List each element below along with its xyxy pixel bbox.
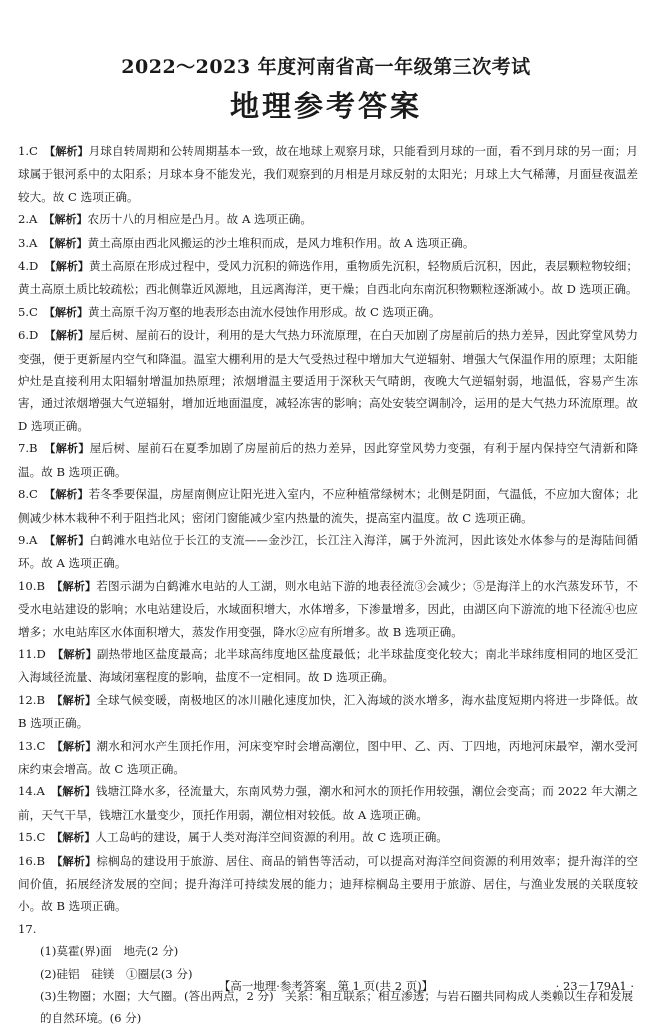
answer-number: 7.B <box>18 441 38 456</box>
answer-item <box>18 529 638 575</box>
answer-number: 17. <box>18 921 37 936</box>
exam-title: 2022～2023 年度河南省高一年级第三次考试 <box>121 56 531 78</box>
answer-item <box>18 689 638 735</box>
analysis-tag: 【解析】 <box>56 785 96 799</box>
answer-number: 1.C <box>18 144 38 158</box>
analysis-tag: 【解析】 <box>49 488 89 502</box>
answer-explanation: 白鹤滩水电站位于长江的支流——金沙江，长江注入海洋，属于外流河，因此该处水体参与的是海陆间循环。故 A 选项正确。 <box>18 532 638 571</box>
answer-explanation: 潮水和河水产生顶托作用，河床变窄时会增高潮位，图中甲、乙、丙、丁四地，丙地河床最窄，潮水受河床约束会增高。故 C 选项正确。 <box>18 738 638 776</box>
analysis-tag: 【解析】 <box>57 739 97 753</box>
answer-number: 13.C <box>18 738 46 753</box>
answer-item <box>18 301 638 324</box>
answer-explanation: 屋后树、屋前石在夏季加剧了房屋前后的热力差异，因此穿堂风势力变强，有利于屋内保持空气清新和降温。故 B 选项正确。 <box>18 441 638 479</box>
footer-page-info: 【高一地理·参考答案 第 1 页(共 2 页)】 <box>218 979 434 993</box>
answer-17-part: (1)莫霍(界)面 地壳(2 分) <box>40 944 179 959</box>
answer-item <box>18 483 638 529</box>
answer-explanation: 全球气候变暖，南极地区的冰川融化速度加快，汇入海域的淡水增多，海水盐度短期内将进一步降低。故 B 选项正确。 <box>18 692 638 731</box>
answer-list <box>18 140 638 1030</box>
answer-item <box>18 232 638 255</box>
answer-number: 14.A <box>18 784 45 799</box>
answer-explanation: 屋后树、屋前石的设计，利用的是大气热力环流原理，在白天加剧了房屋前后的热力差异，因此穿堂风势力变强，便于更新屋内空气和降温。温室大棚利用的是大气受热过程中增加大气逆辐射、增强大气保温作用的原理；太阳能炉灶是直接利用太阳辐射增温加热原理；浓烟增温主要适用于深秋天气晴朗，夜晚大气逆辐射弱，地温低，容易产生冻害，通过浓烟增强大气逆辐射，增加近地面温度，减轻冻害的影响；高处安装空调制冷，运用的是大气热力环流原理。故 D 选项正确。 <box>18 328 638 433</box>
answer-number: 9.A <box>18 532 38 547</box>
answer-item <box>18 255 638 301</box>
answer-17-part: (2)硅铝 硅镁 ①圈层(3 分) <box>40 966 193 981</box>
analysis-tag: 【解析】 <box>49 442 90 456</box>
answer-number: 5.C <box>18 304 38 319</box>
answer-explanation: 若图示湖为白鹤滩水电站的人工湖，则水电站下游的地表径流③会减少；⑤是海洋上的水汽蒸发环节，不受水电站建设的影响；水电站建设后，水域面积增大，水体增多，下渗量增多，因此，由湖区向下游流的地下径流④也应增多；水电站库区水体面积增大，蒸发作用变强，降水②应有所增多。故 B 选项正确。 <box>18 578 638 639</box>
answer-17-part: (3)生物圈；水圈；大气圈。(答出两点，2 分) 关系：相互联系；相互渗透；与岩石圈共同构成人类赖以生存和发展的自然环境。(6 分) <box>40 989 634 1026</box>
analysis-tag: 【解析】 <box>49 145 89 158</box>
analysis-tag: 【解析】 <box>49 533 90 547</box>
analysis-tag: 【解析】 <box>49 305 89 319</box>
answer-item <box>18 324 638 437</box>
answer-explanation: 人工岛屿的建设，属于人类对海洋空间资源的利用。故 C 选项正确。 <box>95 830 448 845</box>
answer-number: 8.C <box>18 487 38 502</box>
analysis-tag: 【解析】 <box>50 329 89 343</box>
analysis-tag: 【解析】 <box>56 831 96 845</box>
analysis-tag: 【解析】 <box>49 236 88 250</box>
answer-item <box>18 850 638 918</box>
analysis-tag: 【解析】 <box>57 647 97 661</box>
answer-explanation: 黄土高原千沟万壑的地表形态由流水侵蚀作用形成。故 C 选项正确。 <box>88 304 441 319</box>
analysis-tag: 【解析】 <box>56 579 97 593</box>
answer-number: 10.B <box>18 578 45 593</box>
answer-explanation: 黄土高原由西北风搬运的沙土堆积而成，是风力堆积作用。故 A 选项正确。 <box>87 235 475 250</box>
answer-item <box>18 208 638 231</box>
answer-explanation: 钱塘江降水多，径流量大，东南风势力强，潮水和河水的顶托作用较强，潮位会变高；而 2022 年大潮之前，天气干旱，钱塘江水量变少，顶托作用弱，潮位相对较低。故 A 选项正确。 <box>18 784 638 822</box>
answer-explanation: 黄土高原在形成过程中，受风力沉积的筛选作用，重物质先沉积，轻物质后沉积，因此，表层颗粒物较细；黄土高原土质比较疏松；西北侧靠近风源地，且远离海洋，更干燥；自西北向东南沉积物颗粒逐渐减小。故 D 选项正确。 <box>18 259 638 297</box>
answer-item <box>18 780 638 826</box>
analysis-tag: 【解析】 <box>49 213 88 227</box>
footer-code: · 23－179A1 · <box>555 979 634 993</box>
answer-item <box>18 140 638 208</box>
answer-explanation: 棕榈岛的建设用于旅游、居住、商品的销售等活动，可以提高对海洋空间资源的利用效率；提升海洋的空间价值，拓展经济发展的空间；提升海洋可持续发展的能力；迪拜棕榈岛主要用于旅游、居住，与渔业发展的关联度较小。故 B 选项正确。 <box>18 853 638 914</box>
answer-item-17 <box>18 918 638 940</box>
answer-item <box>18 735 638 781</box>
answer-item <box>18 575 638 643</box>
analysis-tag: 【解析】 <box>56 854 97 868</box>
analysis-tag: 【解析】 <box>56 693 97 707</box>
analysis-tag: 【解析】 <box>50 260 89 274</box>
answer-number: 15.C <box>18 830 46 845</box>
answer-item <box>18 826 638 849</box>
answer-number: 6.D <box>18 328 39 343</box>
answer-explanation: 农历十八的月相应是凸月。故 A 选项正确。 <box>87 212 312 227</box>
answer-number: 12.B <box>18 692 45 707</box>
page-footer <box>0 978 652 998</box>
answer-explanation: 月球自转周期和公转周期基本一致，故在地球上观察月球，只能看到月球的一面，看不到月球的另一面；月球属于银河系中的太阳系；月球本身不能发光，我们观察到的月相是月球反射的太阳光；月球上大气稀薄，月面昼夜温差较大。故 C 选项正确。 <box>18 144 638 204</box>
answer-explanation: 若冬季要保温，房屋南侧应让阳光进入室内，不应种植常绿树木；北侧是阴面，气温低，不应加大窗体；北侧减少林木栽种不利于阻挡北风；密闭门窗能减少室内热量的流失，提高室内温度。故 C 选项正确。 <box>18 487 638 525</box>
answer-number: 4.D <box>18 259 39 274</box>
answer-item <box>18 437 638 483</box>
answer-number: 11.D <box>18 646 46 661</box>
answer-number: 16.B <box>18 853 45 868</box>
answer-key-title: 地理参考答案 <box>229 89 422 123</box>
answer-number: 3.A <box>18 235 38 250</box>
answer-item <box>18 643 638 689</box>
answer-number: 2.A <box>18 212 38 227</box>
answer-explanation: 副热带地区盐度最高；北半球高纬度地区盐度最低；北半球盐度变化较大；南北半球纬度相同的地区受汇入海域径流量、海域闭塞程度的影响，盐度不一定相同。故 D 选项正确。 <box>18 646 638 685</box>
